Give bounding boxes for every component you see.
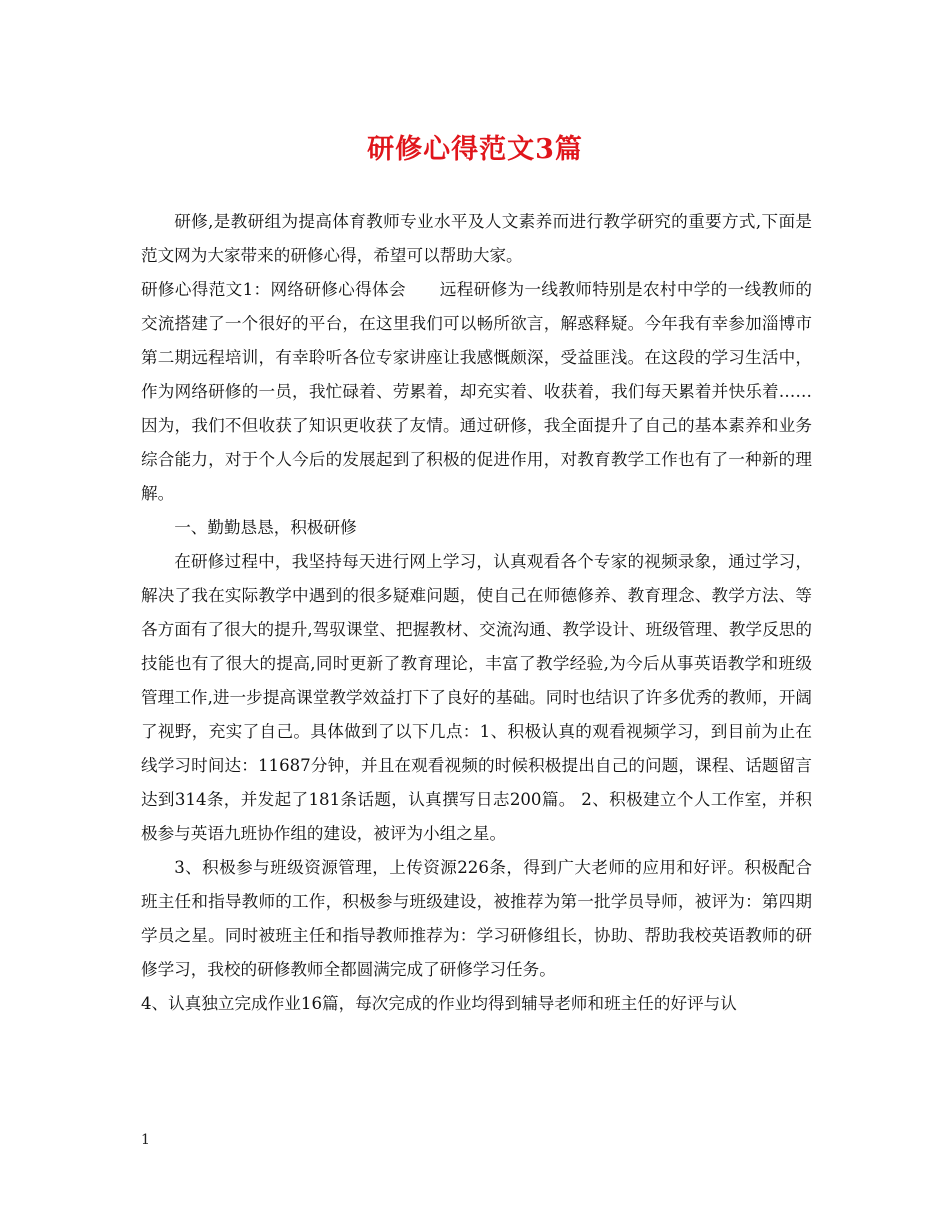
paragraph-essay-1-opening: 研修心得范文1：网络研修心得体会 远程研修为一线教师特别是农村中学的一线教师的交流搭建了一个很好的平台，在这里我们可以畅所欲言，解惑释疑。今年我有幸参加淄博市第二期远程培训，有幸聆听各位专家讲座让我感慨颇深，受益匪浅。在这段的学习生活中，作为网络研修的一员，我忙碌着、劳累着，却充实着、收获着，我们每天累着并快乐着……因为，我们不但收获了知识更收获了友情。通过研修，我全面提升了自己的基本素养和业务综合能力，对于个人今后的发展起到了积极的促进作用，对教育教学工作也有了一种新的理解。 (141, 280, 812, 503)
paragraph-resource-management: 3、积极参与班级资源管理，上传资源226条，得到广大老师的应用和好评。积极配合班主任和指导教师的工作，积极参与班级建设，被推荐为第一批学员导师，被评为：第四期学员之星。同时被班主任和指导教师推荐为：学习研修组长，协助、帮助我校英语教师的研修学习，我校的研修教师全都圆满完成了研修学习任务。 (141, 858, 812, 979)
paragraph-homework: 4、认真独立完成作业16篇，每次完成的作业均得到辅导老师和班主任的好评与认 (141, 994, 737, 1013)
paragraph-research-process: 在研修过程中，我坚持每天进行网上学习，认真观看各个专家的视频录象，通过学习，解决了我在实际教学中遇到的很多疑难问题，使自己在师德修养、教育理念、教学方法、等各方面有了很大的提升,驾驭课堂、把握教材、交流沟通、教学设计、班级管理、教学反思的技能也有了很大的提高,同时更新了教育理论，丰富了教学经验,为今后从事英语教学和班级管理工作,进一步提高课堂教学效益打下了良好的基础。同时也结识了许多优秀的教师，开阔了视野，充实了自己。具体做到了以下几点：1、积极认真的观看视频学习，到目前为止在线学习时间达：11687分钟，并且在观看视频的时候积极提出自己的问题，课程、话题留言达到314条，并发起了181条话题，认真撰写日志200篇。 2、积极建立个人工作室，并积极参与英语九班协作组的建设，被评为小组之星。 (141, 552, 812, 843)
document-title: 研修心得范文3篇 (367, 134, 583, 165)
section-heading-1: 一、勤勤恳恳，积极研修 (174, 518, 357, 537)
paragraph-intro: 研修,是教研组为提高体育教师专业水平及人文素养而进行教学研究的重要方式,下面是范文网为大家带来的研修心得，希望可以帮助大家。 (141, 212, 812, 265)
page-number: 1 (141, 1132, 150, 1148)
document-body (141, 205, 812, 1021)
